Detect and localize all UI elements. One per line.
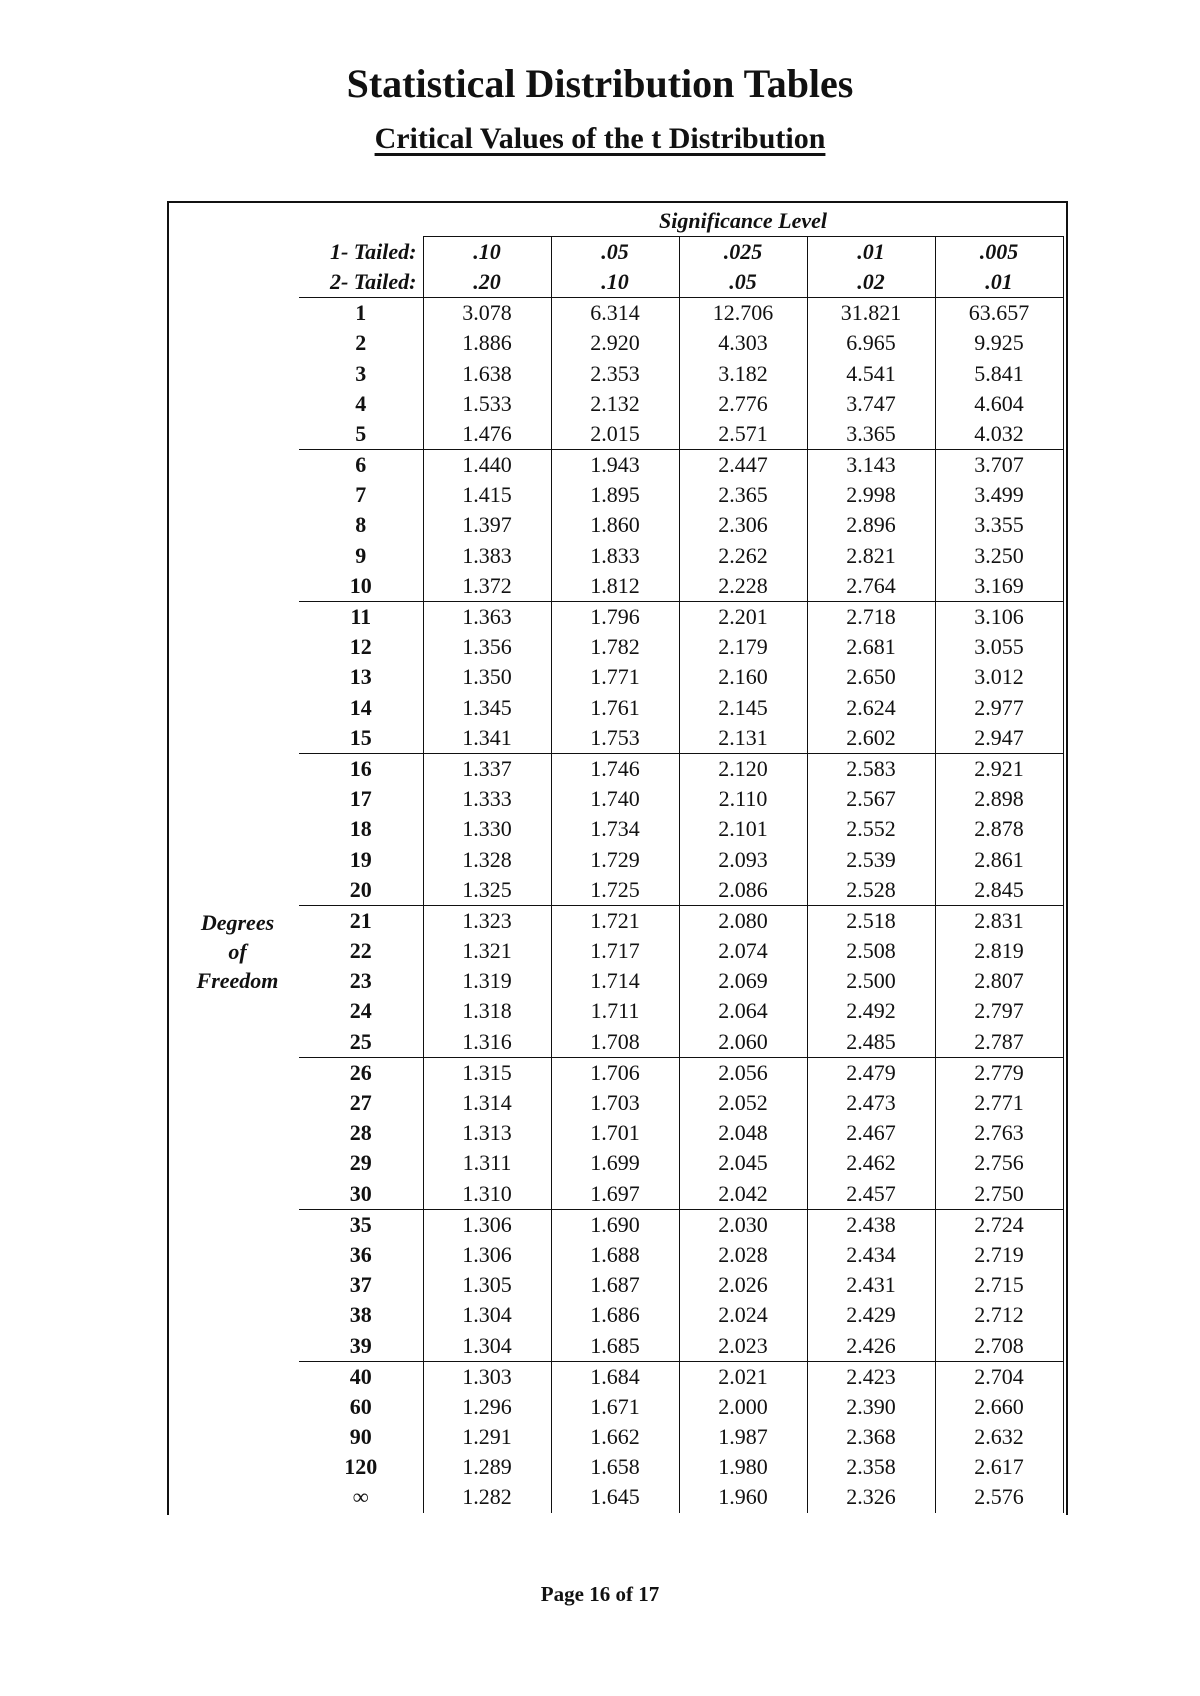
critical-value-cell: 2.110 [679,784,807,814]
degrees-of-freedom-cell: 11 [350,604,372,630]
critical-value-cell: 1.771 [551,662,679,692]
critical-value-cell: 2.756 [935,1148,1063,1178]
critical-value-cell: 2.764 [807,571,935,602]
critical-value-cell: 5.841 [935,358,1063,388]
critical-value-cell: 2.821 [807,541,935,571]
critical-value-cell: 2.042 [679,1179,807,1210]
degrees-of-freedom-cell: 37 [349,1272,372,1298]
table-row [299,1452,1063,1482]
critical-value-cell: 3.078 [423,298,551,329]
table-row [299,1179,1063,1210]
critical-value-cell: 2.306 [679,510,807,540]
critical-value-cell: 1.316 [423,1027,551,1058]
critical-value-cell: 2.390 [807,1392,935,1422]
critical-value-cell: 1.415 [423,480,551,510]
degrees-of-freedom-cell: 12 [349,634,372,660]
critical-value-cell: 1.708 [551,1027,679,1058]
critical-value-cell: 1.753 [551,723,679,754]
table-row [299,1482,1063,1512]
degrees-of-freedom-cell: 21 [349,907,372,933]
critical-value-cell: 2.228 [679,571,807,602]
critical-value-cell: 2.718 [807,601,935,632]
critical-value-cell: 2.179 [679,632,807,662]
critical-value-cell: 1.304 [423,1300,551,1330]
critical-value-cell: 1.703 [551,1088,679,1118]
degrees-of-freedom-cell: 2 [355,330,367,356]
critical-value-cell: 2.093 [679,844,807,874]
table-row [299,936,1063,966]
table-row [299,844,1063,874]
table-row [299,814,1063,844]
critical-value-cell: 2.368 [807,1422,935,1452]
critical-value-cell: 2.447 [679,450,807,481]
critical-value-cell: 2.704 [935,1361,1063,1392]
critical-value-cell: 2.438 [807,1209,935,1240]
degrees-of-freedom-cell: 35 [349,1211,372,1237]
critical-value-cell: 2.101 [679,814,807,844]
critical-value-cell: 1.987 [679,1422,807,1452]
table-row [299,784,1063,814]
critical-value-cell: 2.086 [679,875,807,906]
critical-value-cell: 1.337 [423,753,551,784]
degrees-of-freedom-cell: 7 [355,482,367,508]
table-row [299,996,1063,1026]
degrees-of-freedom-cell: 120 [344,1454,378,1480]
critical-value-cell: 2.353 [551,358,679,388]
critical-value-cell: 2.462 [807,1148,935,1178]
critical-value-cell: 2.000 [679,1392,807,1422]
degrees-of-freedom-cell: 27 [349,1090,372,1116]
degrees-of-freedom-cell: 24 [349,998,372,1024]
degrees-of-freedom-cell: 16 [349,755,372,781]
critical-value-cell: 3.182 [679,358,807,388]
critical-value-cell: 2.145 [679,693,807,723]
degrees-of-freedom-cell: 13 [349,664,372,690]
critical-value-cell: 1.658 [551,1452,679,1482]
table-row [299,1422,1063,1452]
critical-value-cell: 2.423 [807,1361,935,1392]
critical-value-cell: 3.012 [935,662,1063,692]
critical-value-cell: 12.706 [679,298,807,329]
critical-value-cell: 2.719 [935,1240,1063,1270]
critical-value-cell: 2.539 [807,844,935,874]
critical-value-cell: 1.313 [423,1118,551,1148]
degrees-of-freedom-cell: 15 [299,723,423,754]
two-tailed-level: .20 [423,267,551,298]
critical-value-cell: 2.724 [935,1209,1063,1240]
critical-value-cell: 2.977 [935,693,1063,723]
critical-value-cell: 2.365 [679,480,807,510]
critical-value-cell: 2.617 [935,1452,1063,1482]
table-row [299,1330,1063,1361]
critical-value-cell: 1.687 [551,1270,679,1300]
critical-value-cell: 1.690 [551,1209,679,1240]
critical-value-cell: 2.052 [679,1088,807,1118]
critical-value-cell: 1.291 [423,1422,551,1452]
degrees-of-freedom-cell: 9 [355,542,367,568]
page-number: Page 16 of 17 [540,1582,660,1606]
degrees-of-freedom-cell: 17 [349,786,372,812]
degrees-of-freedom-cell: 38 [349,1302,372,1328]
table-row [299,753,1063,784]
critical-value-cell: 2.632 [935,1422,1063,1452]
critical-value-cell: 1.372 [423,571,551,602]
critical-value-cell: 2.845 [935,875,1063,906]
table-row [299,905,1063,936]
critical-value-cell: 1.345 [423,693,551,723]
critical-value-cell: 6.314 [551,298,679,329]
critical-value-cell: 1.476 [423,419,551,450]
critical-value-cell: 1.746 [551,753,679,784]
critical-value-cell: 2.708 [935,1330,1063,1361]
critical-value-cell: 1.383 [423,541,551,571]
critical-value-cell: 2.132 [551,389,679,419]
critical-value-cell: 2.750 [935,1179,1063,1210]
critical-value-cell: 1.761 [551,693,679,723]
table-row [299,1361,1063,1392]
critical-value-cell: 1.638 [423,358,551,388]
critical-value-cell: 1.671 [551,1392,679,1422]
critical-value-cell: 1.960 [679,1482,807,1512]
critical-value-cell: 2.429 [807,1300,935,1330]
critical-value-cell: 1.306 [423,1240,551,1270]
critical-value-cell: 1.314 [423,1088,551,1118]
critical-value-cell: 4.303 [679,328,807,358]
critical-value-cell: 3.106 [935,601,1063,632]
critical-value-cell: 63.657 [935,298,1063,329]
critical-value-cell: 2.028 [679,1240,807,1270]
degrees-of-freedom-cell: 3 [355,360,367,386]
critical-value-cell: 1.688 [551,1240,679,1270]
table-row [299,1209,1063,1240]
critical-value-cell: 2.473 [807,1088,935,1118]
critical-value-cell: 1.662 [551,1422,679,1452]
two-tailed-level: .02 [807,267,935,298]
degrees-of-freedom-cell: 39 [299,1330,423,1361]
critical-value-cell: 2.650 [807,662,935,692]
critical-value-cell: 2.080 [679,905,807,936]
critical-value-cell: 1.980 [679,1452,807,1482]
degrees-of-freedom-cell: 26 [349,1059,372,1085]
critical-value-cell: 4.541 [807,358,935,388]
critical-value-cell: 1.706 [551,1057,679,1088]
critical-value-cell: 2.681 [807,632,935,662]
degrees-of-freedom-cell: 18 [349,816,372,842]
table-row [299,1027,1063,1058]
critical-value-cell: 2.861 [935,844,1063,874]
critical-value-cell: 1.363 [423,601,551,632]
critical-value-cell: 1.310 [423,1179,551,1210]
critical-value-cell: 1.697 [551,1179,679,1210]
critical-value-cell: 1.323 [423,905,551,936]
critical-value-cell: 2.878 [935,814,1063,844]
critical-value-cell: 2.426 [807,1330,935,1361]
table-row [299,510,1063,540]
table-row [299,358,1063,388]
critical-value-cell: 2.787 [935,1027,1063,1058]
degrees-of-freedom-cell: 19 [349,846,372,872]
critical-value-cell: 2.920 [551,328,679,358]
critical-value-cell: 2.528 [807,875,935,906]
critical-value-cell: 2.023 [679,1330,807,1361]
degrees-of-freedom-cell: 36 [349,1241,372,1267]
critical-value-cell: 1.440 [423,450,551,481]
critical-value-cell: 1.533 [423,389,551,419]
table-row [299,541,1063,571]
table-row [299,601,1063,632]
table-row [299,298,1063,329]
critical-value-cell: 2.896 [807,510,935,540]
critical-value-cell: 2.819 [935,936,1063,966]
critical-value-cell: 1.350 [423,662,551,692]
critical-value-cell: 1.729 [551,844,679,874]
critical-value-cell: 1.304 [423,1330,551,1361]
degrees-of-freedom-cell: 25 [299,1027,423,1058]
critical-value-cell: 2.807 [935,966,1063,996]
critical-value-cell: 2.485 [807,1027,935,1058]
critical-value-cell: 1.721 [551,905,679,936]
degrees-of-freedom-cell: 29 [349,1150,372,1176]
critical-value-cell: 2.602 [807,723,935,754]
critical-value-cell: 1.860 [551,510,679,540]
table-row [299,1057,1063,1088]
critical-value-cell: 2.771 [935,1088,1063,1118]
critical-value-cell: 2.660 [935,1392,1063,1422]
table-row [299,419,1063,450]
critical-value-cell: 2.024 [679,1300,807,1330]
critical-value-cell: 2.045 [679,1148,807,1178]
critical-value-cell: 2.160 [679,662,807,692]
degrees-of-freedom-cell: 20 [299,875,423,906]
critical-value-cell: 2.583 [807,753,935,784]
critical-value-cell: 3.143 [807,450,935,481]
critical-value-cell: 1.796 [551,601,679,632]
degrees-of-freedom-cell: 23 [349,968,372,994]
critical-value-cell: 31.821 [807,298,935,329]
table-row [299,632,1063,662]
critical-value-cell: 1.725 [551,875,679,906]
critical-value-cell: 2.508 [807,936,935,966]
critical-value-cell: 2.048 [679,1118,807,1148]
page-title: Statistical Distribution Tables [346,61,854,106]
critical-value-cell: 1.782 [551,632,679,662]
one-tailed-level: .05 [551,236,679,267]
critical-value-cell: 2.056 [679,1057,807,1088]
critical-value-cell: 1.306 [423,1209,551,1240]
critical-value-cell: 1.319 [423,966,551,996]
critical-value-cell: 2.026 [679,1270,807,1300]
t-distribution-table [299,206,1064,1513]
critical-value-cell: 2.431 [807,1270,935,1300]
critical-value-cell: 2.021 [679,1361,807,1392]
critical-value-cell: 1.943 [551,450,679,481]
critical-value-cell: 1.333 [423,784,551,814]
critical-value-cell: 2.763 [935,1118,1063,1148]
table-row [299,450,1063,481]
table-row [299,480,1063,510]
critical-value-cell: 3.707 [935,450,1063,481]
critical-value-cell: 1.699 [551,1148,679,1178]
critical-value-cell: 2.262 [679,541,807,571]
critical-value-cell: 3.365 [807,419,935,450]
table-row [299,1270,1063,1300]
critical-value-cell: 1.282 [423,1482,551,1512]
degrees-of-freedom-cell: 60 [349,1393,372,1419]
critical-value-cell: 6.965 [807,328,935,358]
critical-value-cell: 1.303 [423,1361,551,1392]
degrees-of-freedom-cell: 1 [355,300,367,326]
table-row [299,662,1063,692]
critical-value-cell: 1.685 [551,1330,679,1361]
critical-value-cell: 1.328 [423,844,551,874]
table-row [299,571,1063,602]
critical-value-cell: 2.201 [679,601,807,632]
critical-value-cell: 2.069 [679,966,807,996]
critical-value-cell: 2.998 [807,480,935,510]
critical-value-cell: 2.457 [807,1179,935,1210]
degrees-of-freedom-cell: 5 [299,419,423,450]
critical-value-cell: 1.341 [423,723,551,754]
table-row [299,389,1063,419]
degrees-of-freedom-cell: 10 [299,571,423,602]
table-row [299,328,1063,358]
critical-value-cell: 2.015 [551,419,679,450]
critical-value-cell: 2.898 [935,784,1063,814]
critical-value-cell: 2.518 [807,905,935,936]
critical-value-cell: 2.030 [679,1209,807,1240]
table-row [299,1300,1063,1330]
significance-level-header: Significance Level [423,206,1063,236]
critical-value-cell: 4.032 [935,419,1063,450]
critical-value-cell: 1.311 [423,1148,551,1178]
one-tailed-level: .005 [935,236,1063,267]
two-tailed-level: .01 [935,267,1063,298]
critical-value-cell: 2.797 [935,996,1063,1026]
critical-value-cell: 3.055 [935,632,1063,662]
degrees-of-freedom-cell: 28 [349,1120,372,1146]
critical-value-cell: 2.120 [679,753,807,784]
critical-value-cell: 4.604 [935,389,1063,419]
degrees-of-freedom-cell: 22 [349,938,372,964]
table-subtitle: Critical Values of the t Distribution [374,122,826,155]
critical-value-cell: 1.305 [423,1270,551,1300]
critical-value-cell: 1.714 [551,966,679,996]
one-tailed-label: 1- Tailed: [299,236,423,267]
critical-value-cell: 2.074 [679,936,807,966]
two-tailed-level: .10 [551,267,679,298]
table-row [299,1240,1063,1270]
table-row [299,875,1063,906]
critical-value-cell: 1.289 [423,1452,551,1482]
degrees-of-freedom-cell: ∞ [352,1484,369,1510]
critical-value-cell: 2.434 [807,1240,935,1270]
critical-value-cell: 9.925 [935,328,1063,358]
critical-value-cell: 2.500 [807,966,935,996]
critical-value-cell: 2.831 [935,905,1063,936]
critical-value-cell: 2.552 [807,814,935,844]
table-row [299,1392,1063,1422]
critical-value-cell: 2.624 [807,693,935,723]
critical-value-cell: 2.567 [807,784,935,814]
critical-value-cell: 3.250 [935,541,1063,571]
one-tailed-level: .01 [807,236,935,267]
two-tailed-label: 2- Tailed: [299,267,423,298]
critical-value-cell: 3.747 [807,389,935,419]
degrees-of-freedom-label: Degrees of Freedom [196,910,279,993]
critical-value-cell: 1.356 [423,632,551,662]
critical-value-cell: 2.715 [935,1270,1063,1300]
critical-value-cell: 1.740 [551,784,679,814]
critical-value-cell: 2.479 [807,1057,935,1088]
critical-value-cell: 1.734 [551,814,679,844]
table-row [299,693,1063,723]
critical-value-cell: 1.325 [423,875,551,906]
table-row [299,1088,1063,1118]
critical-value-cell: 2.712 [935,1300,1063,1330]
degrees-of-freedom-cell: 8 [355,512,367,538]
critical-value-cell: 1.886 [423,328,551,358]
degrees-of-freedom-cell: 14 [349,694,372,720]
critical-value-cell: 1.296 [423,1392,551,1422]
table-row [299,966,1063,996]
degrees-of-freedom-cell: 30 [299,1179,423,1210]
critical-value-cell: 1.645 [551,1482,679,1512]
critical-value-cell: 2.326 [807,1482,935,1512]
critical-value-cell: 2.358 [807,1452,935,1482]
critical-value-cell: 1.330 [423,814,551,844]
critical-value-cell: 2.467 [807,1118,935,1148]
two-tailed-level: .05 [679,267,807,298]
table-row [299,723,1063,754]
critical-value-cell: 1.895 [551,480,679,510]
critical-value-cell: 3.169 [935,571,1063,602]
critical-value-cell: 1.717 [551,936,679,966]
critical-value-cell: 2.492 [807,996,935,1026]
critical-value-cell: 1.686 [551,1300,679,1330]
table-row [299,1118,1063,1148]
degrees-of-freedom-cell: 4 [355,390,367,416]
critical-value-cell: 1.321 [423,936,551,966]
critical-value-cell: 1.315 [423,1057,551,1088]
critical-value-cell: 1.833 [551,541,679,571]
critical-value-cell: 2.064 [679,996,807,1026]
degrees-of-freedom-cell: 6 [355,452,367,478]
critical-value-cell: 3.499 [935,480,1063,510]
one-tailed-level: .025 [679,236,807,267]
table-row [299,1148,1063,1178]
degrees-of-freedom-cell: 40 [349,1363,372,1389]
critical-value-cell: 2.571 [679,419,807,450]
critical-value-cell: 3.355 [935,510,1063,540]
critical-value-cell: 2.921 [935,753,1063,784]
critical-value-cell: 1.397 [423,510,551,540]
degrees-of-freedom-cell: 90 [349,1424,372,1450]
critical-value-cell: 1.318 [423,996,551,1026]
critical-value-cell: 1.711 [551,996,679,1026]
critical-value-cell: 2.060 [679,1027,807,1058]
critical-value-cell: 2.776 [679,389,807,419]
critical-value-cell: 2.947 [935,723,1063,754]
critical-value-cell: 1.812 [551,571,679,602]
one-tailed-level: .10 [473,238,501,264]
critical-value-cell: 1.684 [551,1361,679,1392]
critical-value-cell: 2.576 [935,1482,1063,1512]
critical-value-cell: 1.701 [551,1118,679,1148]
critical-value-cell: 2.131 [679,723,807,754]
critical-value-cell: 2.779 [935,1057,1063,1088]
